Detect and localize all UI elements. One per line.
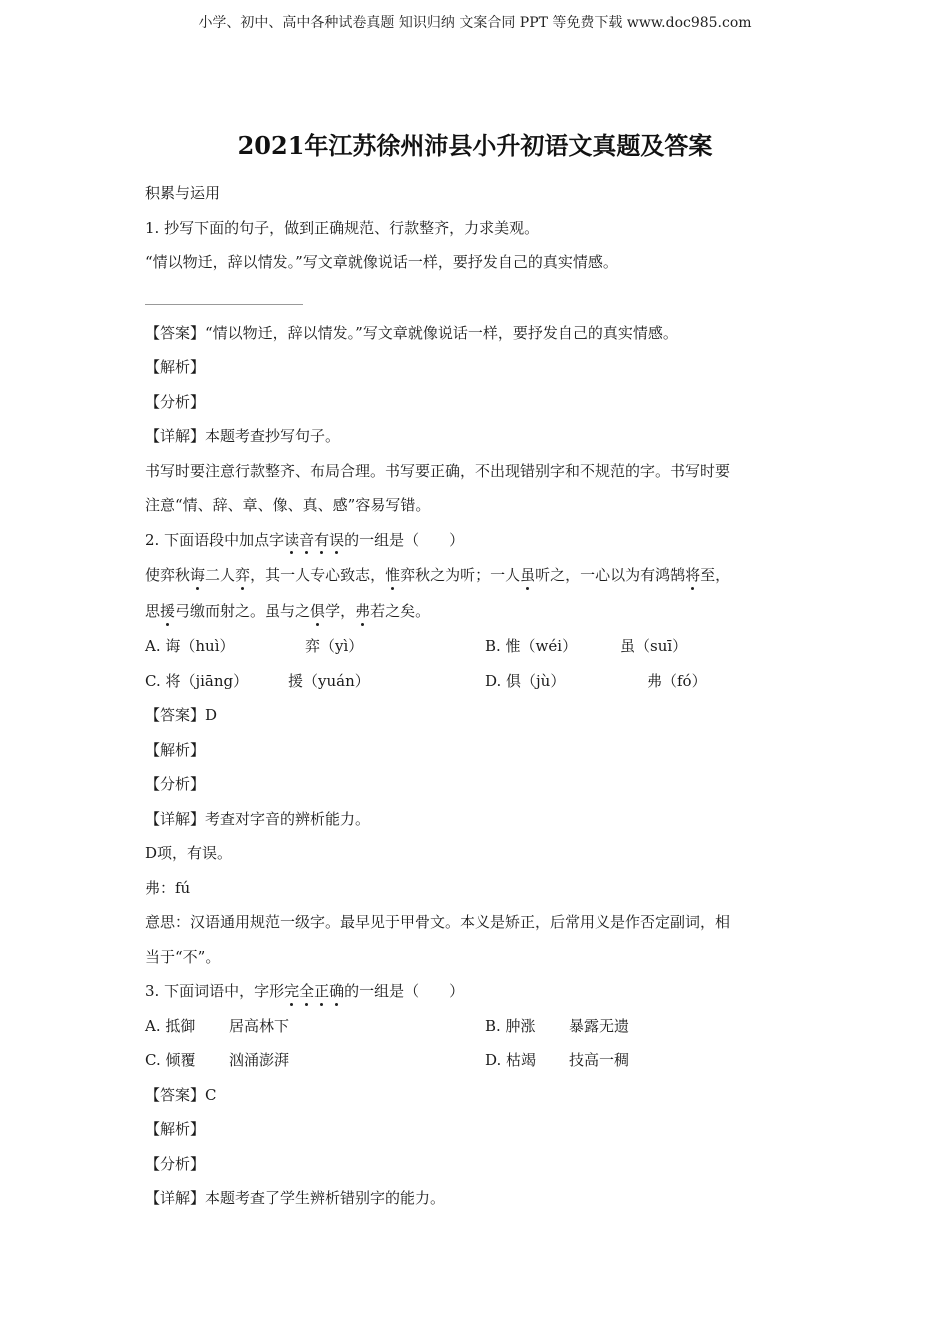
- option-d: [485, 664, 825, 699]
- option-d-1: D. 俱（jù）: [485, 671, 566, 690]
- passage-text: 弈秋之为听；一人: [400, 566, 521, 584]
- q3-jiexi: 【解析】: [145, 1120, 206, 1138]
- dotted-char: 援: [160, 593, 175, 629]
- option-a: [145, 629, 485, 664]
- option-a-1: A. 诲（huì）: [145, 637, 235, 655]
- dotted-char: 弗: [355, 593, 370, 629]
- passage-text: 至，: [700, 566, 731, 584]
- option-d-2: 技高一稠: [569, 1051, 630, 1069]
- page-title: 2021年江苏徐州沛县小升初语文真题及答案: [237, 131, 713, 160]
- q2-detail-1: D项，有误。: [145, 844, 233, 862]
- dotted-char: 弈: [235, 557, 250, 593]
- q1-fenxi: 【分析】: [145, 392, 206, 411]
- q3-answer: 【答案】C: [145, 1085, 217, 1104]
- option-b: [485, 629, 825, 664]
- q2-stem: [145, 523, 825, 558]
- option-c-1: C. 将（jiāng）: [145, 671, 249, 690]
- option-a-2: 弈（yì）: [305, 637, 364, 655]
- q3-stem: [145, 974, 825, 1009]
- dotted-char: 惟: [385, 557, 400, 593]
- passage-text: 听之，一心以为有鸿鹄: [535, 566, 686, 584]
- q1-sentence: “情以物迁，辞以情发。”写文章就像说话一样，要抒发自己的真实情感。: [145, 253, 618, 271]
- passage-text: 使弈秋: [145, 566, 191, 584]
- dotted-char: 完: [284, 974, 299, 1009]
- passage-text: ，其一人专心致志，: [250, 566, 386, 584]
- option-b-1: B. 惟（wéi）: [485, 637, 578, 655]
- q3-detail: 【详解】本题考查了学生辨析错别字的能力。: [145, 1189, 446, 1207]
- dotted-char: 正: [314, 974, 329, 1009]
- option-c-1: C. 倾覆: [145, 1051, 196, 1069]
- q2-detail-3: 意思：汉语通用规范一级字。最早见于甲骨文。本义是矫正，后常用义是作否定副词，相: [145, 913, 731, 931]
- passage-text: 学，: [325, 602, 356, 620]
- dotted-char: 虽: [520, 557, 535, 593]
- q1-explanation-1: 书写时要注意行款整齐、布局合理。书写要正确，不出现错别字和不规范的字。书写时要: [145, 461, 731, 480]
- q2-answer: 【答案】D: [145, 706, 218, 724]
- q3-options-row-2: [145, 1043, 825, 1078]
- passage-text: 若之矣。: [370, 602, 431, 620]
- q1-stem: 1. 抄写下面的句子，做到正确规范、行款整齐，力求美观。: [145, 218, 540, 237]
- q2-stem-end: 的一组是（ ）: [344, 530, 465, 549]
- option-b: [485, 1009, 825, 1044]
- option-c-2: 援（yuán）: [288, 671, 370, 690]
- q2-stem-start: 2. 下面语段中加点字: [145, 530, 285, 549]
- q3-options-row-1: [145, 1009, 825, 1044]
- q2-options-row-2: [145, 664, 825, 699]
- option-b-2: 虽（suī）: [620, 637, 688, 655]
- blank-rule: [145, 304, 303, 305]
- q2-fenxi: 【分析】: [145, 775, 206, 793]
- q2-passage-line-2: [145, 593, 825, 629]
- option-b-1: B. 肿涨: [485, 1016, 536, 1035]
- q3-fenxi: 【分析】: [145, 1154, 206, 1173]
- dotted-char: 音: [299, 523, 314, 558]
- dotted-char: 误: [329, 523, 344, 558]
- option-d: [485, 1043, 825, 1078]
- option-a-2: 居高林下: [229, 1016, 290, 1035]
- option-c: [145, 1043, 485, 1078]
- q3-stem-end: 的一组是（ ）: [344, 982, 465, 1000]
- q1-detail: 【详解】本题考查抄写句子。: [145, 427, 341, 445]
- page-header: 小学、初中、高中各种试卷真题 知识归纳 文案合同 PPT 等免费下载 www.doc985.com: [198, 15, 752, 31]
- option-c: [145, 664, 485, 699]
- option-d-1: D. 枯竭: [485, 1051, 537, 1069]
- section-heading: 积累与运用: [145, 184, 221, 202]
- dotted-char: 确: [329, 974, 344, 1009]
- q1-answer-blank: [145, 280, 825, 316]
- passage-text: 思: [145, 602, 161, 620]
- q3-stem-start: 3. 下面词语中，字形: [145, 982, 285, 1000]
- option-a-1: A. 抵御: [145, 1016, 196, 1035]
- option-b-2: 暴露无遗: [569, 1016, 630, 1035]
- passage-text: 二人: [205, 566, 236, 584]
- q2-passage-line-1: [145, 557, 825, 593]
- option-c-2: 汹涌澎湃: [229, 1051, 290, 1069]
- q2-detail-4: 当于“不”。: [145, 947, 221, 966]
- q2-jiexi: 【解析】: [145, 740, 206, 759]
- passage-text: 弓缴而射之。虽与之: [175, 602, 311, 620]
- dotted-char: 诲: [190, 557, 205, 593]
- option-d-2: 弗（fó）: [647, 671, 707, 690]
- q1-answer: 【答案】“情以物迁，辞以情发。”写文章就像说话一样，要抒发自己的真实情感。: [145, 323, 678, 342]
- dotted-char: 将: [685, 557, 700, 593]
- dotted-char: 读: [284, 523, 299, 558]
- q2-detail-2: 弗：fú: [145, 878, 191, 897]
- dotted-char: 全: [299, 974, 314, 1009]
- dotted-char: 俱: [310, 593, 325, 629]
- document-body: [145, 176, 825, 1216]
- option-a: [145, 1009, 485, 1044]
- q1-explanation-2: 注意“情、辞、章、像、真、感”容易写错。: [145, 496, 431, 514]
- q2-options-row-1: [145, 629, 825, 664]
- dotted-char: 有: [314, 523, 329, 558]
- q2-detail: 【详解】考查对字音的辨析能力。: [145, 809, 371, 828]
- q1-jiexi: 【解析】: [145, 358, 206, 376]
